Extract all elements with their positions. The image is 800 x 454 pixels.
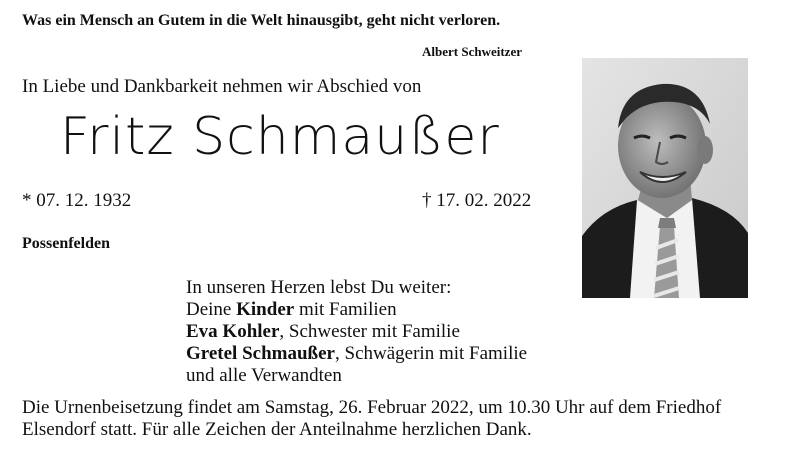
mourners-line-4-bold: Gretel Schmaußer [186,343,335,364]
place-of-residence: Possenfelden [22,235,110,252]
intro-text: In Liebe und Dankbarkeit nehmen wir Abschied von [22,76,422,97]
mourners-line-4-post: , Schwägerin mit Familie [335,343,528,364]
funeral-announcement [22,397,782,441]
funeral-line-1: Die Urnenbeisetzung findet am Samstag, 26. Februar 2022, um 10.30 Uhr auf dem Friedhof [22,397,722,418]
quote-author: Albert Schweitzer [422,44,522,59]
deceased-name: Fritz Schmaußer [60,107,500,167]
funeral-line-2: Elsendorf statt. Für alle Zeichen der Anteilnahme herzlichen Dank. [22,419,532,440]
mourners-line-4 [186,343,527,365]
death-date: † 17. 02. 2022 [422,190,532,211]
mourners-line-2-bold: Kinder [236,299,295,320]
portrait-photo [582,58,748,298]
mourners-line-1: In unseren Herzen lebst Du weiter: [186,277,452,298]
quote-text: Was ein Mensch an Gutem in die Welt hinausgibt, geht nicht verloren. [22,12,501,29]
birth-date: * 07. 12. 1932 [22,190,132,211]
mourners-line-5: und alle Verwandten [186,365,342,386]
mourners-line-2-post: mit Familien [294,299,397,320]
mourners-line-3-post: , Schwester mit Familie [279,321,460,342]
mourners-list [186,277,527,387]
mourners-line-3-bold: Eva Kohler [186,321,280,342]
mourners-line-3 [186,321,527,343]
mourners-line-2-pre: Deine [186,299,237,320]
mourners-line-2 [186,299,527,321]
